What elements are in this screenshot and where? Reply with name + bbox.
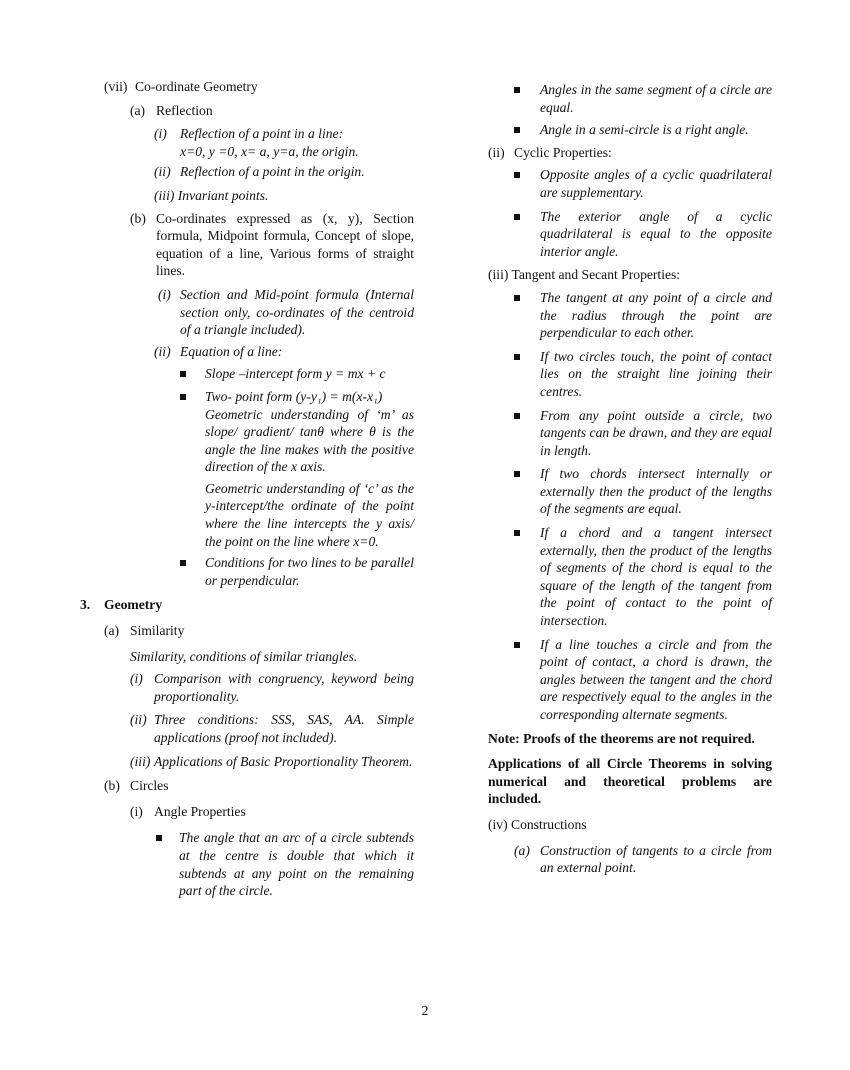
subsection-tangent-secant: (iii) Tangent and Secant Properties: (488, 267, 681, 283)
bullet-text: If a chord and a tangent intersect externally, then the product of the lengths of segments of the chord is equal to the square of the length of the tangent from the point of contact to the point of intersection. (540, 525, 772, 629)
bullet-text-paragraph: Geometric understanding of ‘c’ as the y-intercept/the ordinate of the point where the line intercepts the y axis/ the point on the line where x=0. (205, 480, 414, 549)
bullet-item (514, 289, 772, 342)
bullet-icon (180, 371, 186, 377)
bullet-text: Conditions for two lines to be parallel or perpendicular. (205, 555, 414, 588)
bullet-icon (514, 354, 520, 360)
bullet-icon (180, 394, 186, 400)
item-text: Reflection of a point in the origin. (180, 164, 365, 180)
item-label: (i) (158, 286, 171, 302)
item-label: (i) (130, 803, 143, 819)
bullet-text: If two chords intersect internally or externally then the product of the lengths of the segments are equal. (540, 466, 772, 517)
coordinates-item-ii (154, 343, 414, 361)
item-text (180, 125, 414, 160)
applications-paragraph: Applications of all Circle Theorems in solving numerical and theoretical problems are included. (488, 756, 772, 807)
bullet-item (514, 407, 772, 460)
subsection-title: Angle Properties (154, 803, 246, 819)
section-number: 3. (80, 597, 91, 613)
subsection-title: Cyclic Properties: (514, 144, 612, 160)
similarity-intro: Similarity, conditions of similar triangles. (130, 648, 358, 664)
item-text: Three conditions: SSS, SAS, AA. Simple applications (proof not included). (154, 712, 414, 745)
bullet-text: If two circles touch, the point of contact lies on the straight line joining their centres. (540, 348, 772, 399)
item-label: (ii) (154, 343, 171, 359)
subsection-circles (104, 777, 414, 795)
subsection-vii (104, 78, 414, 96)
bullet-item (514, 636, 772, 724)
item-label: (ii) (130, 712, 147, 728)
bullet-item (180, 388, 414, 550)
subsection-cyclic-properties (488, 144, 772, 162)
subsection-title: Reflection (156, 102, 213, 118)
bullet-item (514, 81, 772, 116)
bullet-item (180, 554, 414, 589)
item-text-line: Reflection of a point in a line: (180, 126, 344, 142)
bullet-text: Slope –intercept form y = mx + c (205, 366, 386, 382)
reflection-item-ii (154, 163, 414, 181)
bullet-icon (514, 295, 520, 301)
bullet-icon (514, 642, 520, 648)
bullet-text: Angles in the same segment of a circle are equal. (540, 82, 772, 115)
bullet-text: The exterior angle of a cyclic quadrilateral is equal to the opposite interior angle. (540, 208, 772, 259)
item-label: (a) (104, 623, 120, 639)
item-label: (a) (514, 842, 530, 858)
subsection-b-coordinates (130, 210, 414, 280)
item-label: (ii) (154, 164, 171, 180)
reflection-item-iii: (iii) Invariant points. (154, 187, 269, 203)
bullet-item (514, 348, 772, 401)
reflection-item-i (154, 125, 414, 160)
bullet-text: The angle that an arc of a circle subtends at the centre is double that which it subtends at any point on the remaining part of the circle. (179, 830, 414, 899)
item-text-line: x=0, y =0, x= a, y=a, the origin. (180, 143, 359, 159)
bullet-text: If a line touches a circle and from the point of contact, a chord is drawn, the angles between the tangent and the chord are respectively equal to the angles in the corresponding alternate segments. (540, 636, 772, 722)
bullet-icon (514, 214, 520, 220)
subsection-constructions: (iv) Constructions (488, 816, 587, 832)
circles-item-i (130, 803, 414, 821)
section-title: Geometry (104, 597, 163, 613)
subsection-title: Circles (130, 778, 169, 794)
item-text: Construction of tangents to a circle from an external point. (540, 842, 772, 876)
bullet-item (514, 465, 772, 518)
note-paragraph: Note: Proofs of the theorems are not required. (488, 730, 755, 746)
item-text: Applications of Basic Proportionality Theorem. (154, 753, 413, 769)
section-3-heading (80, 596, 414, 614)
bullet-icon (156, 835, 162, 841)
bullet-item (514, 121, 772, 139)
bullet-text-paragraph: Geometric understanding of ‘m’ as slope/ gradient/ tanθ where θ is the angle the line makes with the positive direction of the x axis. (205, 406, 414, 475)
item-label: (vii) (104, 79, 128, 94)
item-label: (ii) (488, 144, 505, 160)
page-number: 2 (421, 1004, 429, 1019)
similarity-item-i (130, 670, 414, 705)
item-text: Comparison with congruency, keyword being proportionality. (154, 671, 414, 704)
similarity-item-iii (130, 753, 414, 771)
bullet-item (514, 208, 772, 261)
bullet-text (205, 388, 414, 550)
bullet-text: Opposite angles of a cyclic quadrilateral are supplementary. (540, 167, 772, 200)
item-label: (b) (104, 778, 120, 794)
bullet-icon (180, 560, 186, 566)
bullet-icon (514, 530, 520, 536)
bullet-text-line: Two- point form (y-y₁) = m(x-x₁) (205, 388, 383, 404)
item-text: Equation of a line: (180, 343, 283, 359)
item-label: (b) (130, 210, 146, 226)
bullet-text: From any point outside a circle, two tangents can be drawn, and they are equal in length. (540, 407, 772, 458)
bullet-text: The tangent at any point of a circle and the radius through the point are perpendicular to each other. (540, 289, 772, 341)
bullet-icon (514, 471, 520, 477)
coordinates-item-i (158, 286, 414, 339)
left-column (80, 78, 414, 900)
subsection-title: Co-ordinate Geometry (135, 79, 258, 94)
item-text: Section and Mid-point formula (Internal section only, co-ordinates of the centroid of a triangle included). (180, 286, 414, 338)
subsection-title: Similarity (130, 623, 185, 639)
item-label: (i) (130, 671, 143, 687)
bullet-item (156, 829, 414, 899)
bullet-icon (514, 172, 520, 178)
bullet-icon (514, 413, 520, 419)
item-label: (iii) (130, 753, 151, 769)
bullet-icon (514, 127, 520, 133)
item-text: Co-ordinates expressed as (x, y), Section formula, Midpoint formula, Concept of slope, equation of a line, Various forms of straight lines. (156, 210, 414, 279)
bullet-text: Angle in a semi-circle is a right angle. (540, 122, 749, 138)
bullet-item (514, 524, 772, 630)
constructions-item-a (514, 842, 772, 877)
right-column (488, 78, 772, 877)
bullet-icon (514, 87, 520, 93)
item-label: (i) (154, 126, 167, 142)
subsection-similarity (104, 622, 414, 640)
item-label: (a) (130, 102, 146, 118)
similarity-item-ii (130, 711, 414, 746)
bullet-item (180, 365, 414, 383)
bullet-item (514, 166, 772, 201)
subsection-a-reflection (130, 102, 414, 120)
